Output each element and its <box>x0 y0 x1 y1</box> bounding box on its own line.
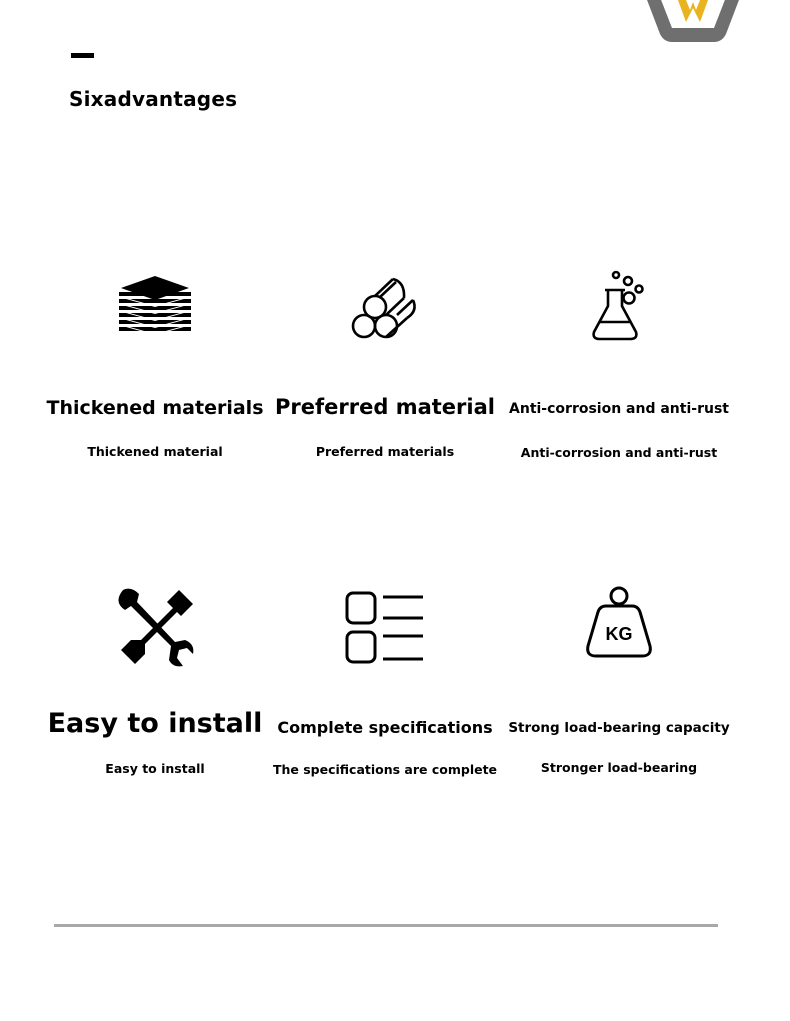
feature-title: Strong load-bearing capacity <box>508 720 730 736</box>
wrench-screwdriver-icon <box>115 588 195 668</box>
flask-icon <box>584 270 654 342</box>
bottom-divider <box>54 924 718 927</box>
stacked-sheets-icon <box>115 274 195 344</box>
feature-title: Easy to install <box>47 708 263 739</box>
feature-preferred-material <box>265 270 505 459</box>
feature-thickened-materials <box>35 270 275 459</box>
feature-title: Complete specifications <box>277 718 493 737</box>
kg-weight-icon <box>584 584 654 660</box>
feature-title: Thickened materials <box>46 397 264 419</box>
specification-list-icon <box>343 588 427 668</box>
feature-load-bearing <box>499 584 739 775</box>
feature-subtitle: Easy to install <box>105 761 205 776</box>
kg-label: KG <box>605 624 633 644</box>
feature-title: Anti-corrosion and anti-rust <box>509 401 729 417</box>
feature-title: Preferred material <box>275 395 495 419</box>
feature-subtitle: The specifications are complete <box>272 762 498 777</box>
feature-complete-specifications <box>265 588 505 777</box>
steel-bars-icon <box>350 276 420 346</box>
feature-subtitle: Thickened material <box>87 444 223 459</box>
feature-subtitle: Anti-corrosion and anti-rust <box>520 445 718 460</box>
feature-subtitle: Preferred materials <box>315 444 455 459</box>
brand-logo <box>638 0 748 46</box>
page-title: Sixadvantages <box>69 87 238 111</box>
feature-subtitle: Stronger load-bearing <box>540 760 698 775</box>
title-accent-dash <box>71 53 94 58</box>
feature-easy-install <box>35 588 275 776</box>
feature-anti-corrosion <box>499 270 739 460</box>
